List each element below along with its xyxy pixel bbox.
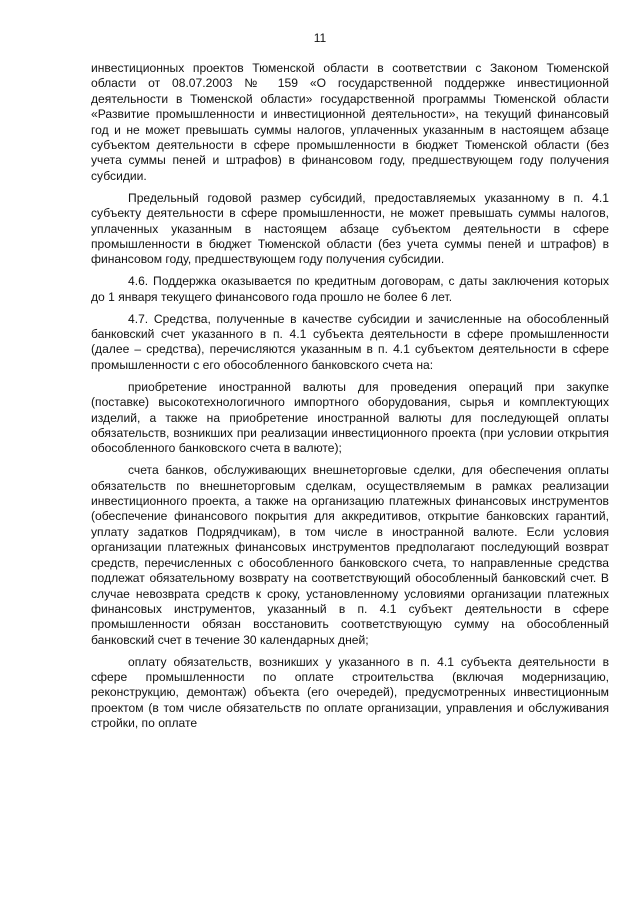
document-body [91, 61, 609, 738]
paragraph-4-7: 4.7. Средства, полученные в качестве субсидии и зачисленные на обособленный банковский счет указанного в п. 4.1 субъекта деятельности в сфере промышленности (далее – средства), перечисляются указанным в п. 4.1 субъектом деятельности в сфере промышленности с его обособленного банковского счета на: [91, 311, 609, 372]
paragraph-subsidy-limit: Предельный годовой размер субсидий, предоставляемых указанному в п. 4.1 субъекту деятельности в сфере промышленности, не может превышать суммы налогов, уплаченных указанным в настоящем абзаце субъектом деятельности в сфере промышленности в бюджет Тюменской области (без учета суммы пеней и штрафов) в финансовом году, предшествующем году получения субсидии. [91, 190, 609, 267]
paragraph-bank-accounts: счета банков, обслуживающих внешнеторговые сделки, для обеспечения оплаты обязательств по внешнеторговым сделкам, осуществляемым в рамках реализации инвестиционного проекта, а также на организацию платежных финансовых инструментов (обеспечение финансового покрытия для аккредитивов, открытие банковских гарантий, уплату задатков Подрядчикам), в том числе в иностранной валюте. Если условия организации платежных финансовых инструментов предполагают последующий возврат средств, перечисленных с обособленного банковского счета, то направленные средства подлежат обязательному возврату на соответствующий обособленный банковский счет. В случае невозврата средств к сроку, установленному условиями организации платежных финансовых инструментов, указанный в п. 4.1 субъект деятельности в сфере промышленности обязан восстановить соответствующую сумму на обособленный банковский счет в течение 30 календарных дней; [91, 463, 609, 647]
paragraph-currency-purchase: приобретение иностранной валюты для проведения операций при закупке (поставке) высокотехнологичного импортного оборудования, сырья и комплектующих изделий, а также на приобретение иностранной валюты для последующей оплаты обязательств, возникших при реализации инвестиционного проекта (при условии открытия обособленного банковского счета в валюте); [91, 379, 609, 456]
paragraph-4-6: 4.6. Поддержка оказывается по кредитным договорам, с даты заключения которых до 1 января текущего финансового года прошло не более 6 лет. [91, 274, 609, 304]
paragraph-construction-payment: оплату обязательств, возникших у указанного в п. 4.1 субъекта деятельности в сфере промышленности по оплате строительства (включая модернизацию, реконструкцию, демонтаж) объекта (его очередей), предусмотренных инвестиционным проектом (в том числе обязательств по оплате организации, управления и обслуживания стройки, по оплате [91, 654, 609, 731]
paragraph-continued: инвестиционных проектов Тюменской области в соответствии с Законом Тюменской области от 08.07.2003 № 159 «О государственной поддержке инвестиционной деятельности в Тюменской области» государственной программы Тюменской области «Развитие промышленности и инвестиционной деятельности», на текущий финансовый год и не может превышать суммы налогов, уплаченных указанным в настоящем абзаце субъектом деятельности в сфере промышленности в бюджет Тюменской области (без учета суммы пеней и штрафов) в финансовом году, предшествующем году получения субсидии. [91, 61, 609, 183]
page-number: 11 [313, 31, 327, 45]
